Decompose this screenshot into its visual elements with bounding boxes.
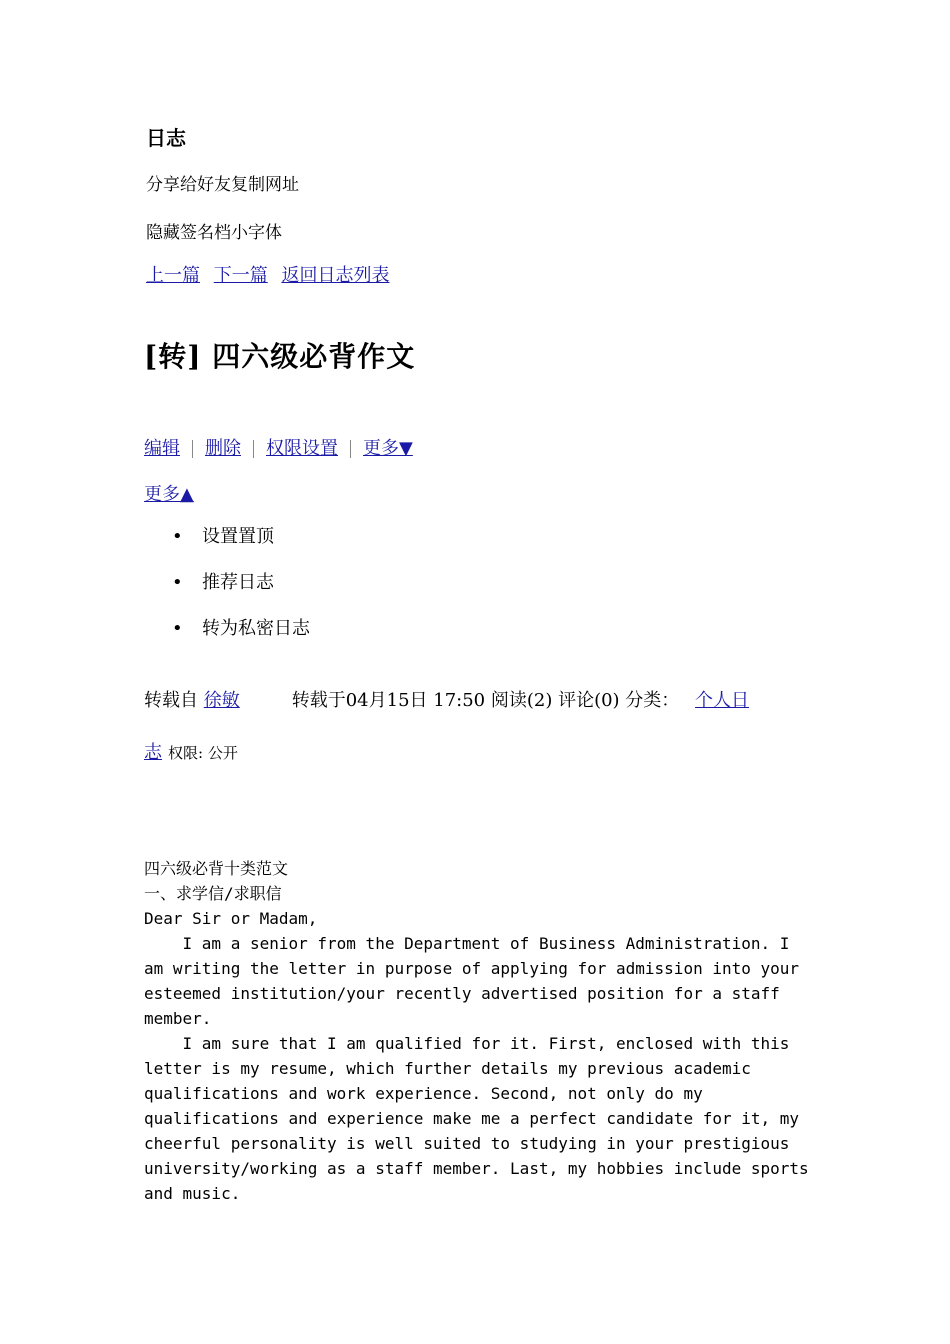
divider xyxy=(253,440,254,458)
repost-author-link[interactable]: 徐敏 xyxy=(203,690,240,711)
post-meta xyxy=(144,686,749,712)
menu-item-label: 推荐日志 xyxy=(202,572,274,593)
category-link[interactable]: 个人日 xyxy=(695,690,750,711)
repost-from-label: 转载自 xyxy=(144,690,198,711)
post-info: 转载于04月15日 17:50 阅读(2) 评论(0) 分类： xyxy=(291,690,680,711)
menu-item-label: 转为私密日志 xyxy=(202,618,310,639)
divider xyxy=(192,440,193,458)
category-link-continued[interactable]: 志 xyxy=(144,742,162,763)
menu-item-label: 设置置顶 xyxy=(202,526,274,547)
signature-font-options[interactable]: 隐藏签名档小字体 xyxy=(146,223,282,243)
divider xyxy=(350,440,351,458)
more-collapse-link[interactable]: 更多▲ xyxy=(144,484,194,505)
post-actions xyxy=(144,434,413,460)
share-copy-link[interactable]: 分享给好友复制网址 xyxy=(146,175,299,195)
permission-label: 权限: 公开 xyxy=(168,744,238,762)
more-dropdown-link[interactable]: 更多▼ xyxy=(363,438,413,459)
delete-link[interactable]: 删除 xyxy=(205,438,241,459)
bullet-icon: • xyxy=(172,618,183,639)
menu-item-make-private[interactable] xyxy=(172,616,310,662)
bullet-icon: • xyxy=(172,572,183,593)
post-body: 四六级必背十类范文 一、求学信/求职信 Dear Sir or Madam, I am a senior from the Department of Business Administration. I am writing the letter in purpose of applying for admission into your esteemed institution/your recently advertised position for a staff member. I am sure that I am qualified for it. First, enclosed with this letter is my resume, which further details my previous academic qualifications and work experience. Second, not only do my qualifications and experience make me a perfect candidate for it, my cheerful personality is well suited to studying in your prestigious university/working as a staff member. Last, my hobbies include sports and music. xyxy=(144,859,809,1203)
bullet-icon: • xyxy=(172,526,183,547)
next-post-link[interactable]: 下一篇 xyxy=(213,265,268,286)
post-meta-line2 xyxy=(144,738,238,764)
section-title: 日志 xyxy=(146,126,186,150)
post-title: [转] 四六级必背作文 xyxy=(144,340,416,373)
menu-item-recommend[interactable] xyxy=(172,570,310,616)
permission-settings-link[interactable]: 权限设置 xyxy=(266,438,338,459)
back-to-list-link[interactable]: 返回日志列表 xyxy=(281,265,390,286)
post-navigation xyxy=(146,261,397,287)
more-menu xyxy=(172,524,310,662)
menu-item-pin[interactable] xyxy=(172,524,310,570)
prev-post-link[interactable]: 上一篇 xyxy=(146,265,200,286)
edit-link[interactable]: 编辑 xyxy=(144,438,180,459)
